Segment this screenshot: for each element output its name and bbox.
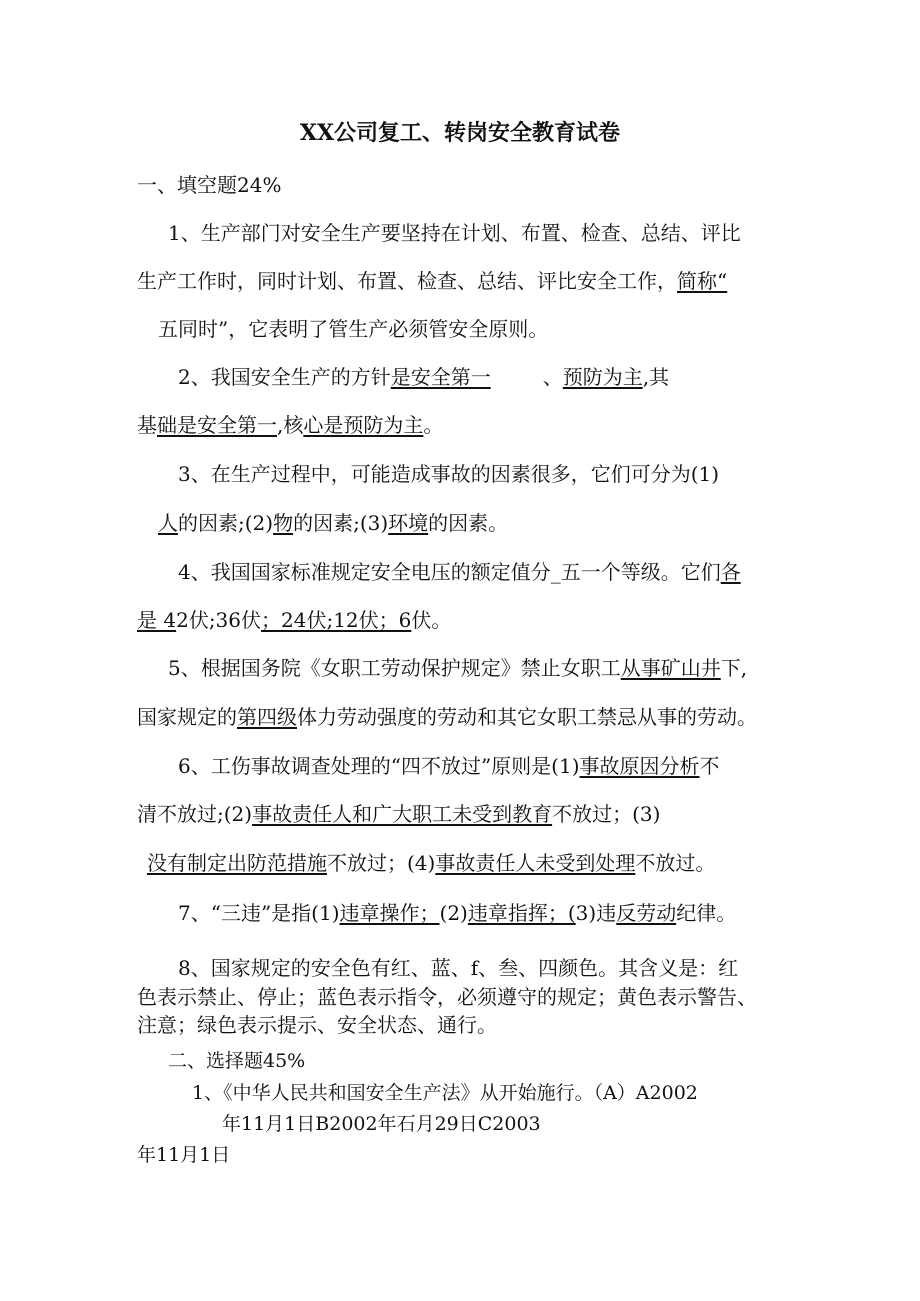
page-title: XX公司复工、转岗安全教育试卷 xyxy=(299,120,621,146)
q2-line-1 xyxy=(178,364,669,390)
q7-answer-3: 反劳动 xyxy=(616,901,677,925)
q6-text-5: 不放过；(4) xyxy=(327,851,436,875)
q5-text-2: 下, xyxy=(720,656,748,680)
q5-answer-1: 从事矿山井 xyxy=(620,656,721,680)
q8-line-2: 色表示禁止、停止；蓝色表示指令，必须遵守的规定；黄色表示警告、 xyxy=(137,985,757,1009)
c1-line-2: 年11月1日B2002年石月29日C2003 xyxy=(222,1113,541,1135)
q4-line-2 xyxy=(137,607,451,633)
section-heading-multiple-choice: 二、选择题45% xyxy=(168,1050,306,1072)
q2-line-2 xyxy=(137,412,443,438)
q4-line-1 xyxy=(178,559,741,585)
q2-sep: 、 xyxy=(542,365,563,389)
c1-line-1: 1、《中华人民共和国安全生产法》从开始施行。（A）A2002 xyxy=(192,1082,698,1104)
q6-line-1 xyxy=(178,753,720,779)
q3-text-2: 的因素;(3) xyxy=(293,511,389,535)
q6-answer-1: 事故原因分析 xyxy=(579,754,700,778)
q6-text-4: 不放过；(3) xyxy=(552,802,661,826)
q7-text-4: 纪律。 xyxy=(676,901,737,925)
q1-text: 生产工作时，同时计划、布置、检查、总结、评比安全工作， xyxy=(137,269,677,293)
q7-line-1 xyxy=(178,900,736,926)
q6-answer-2: 事故责任人和广大职工未受到教育 xyxy=(252,802,553,826)
q1-line-2 xyxy=(137,268,727,294)
q6-text-6: 不放过。 xyxy=(635,851,716,875)
q5-text-4: 体力劳动强度的劳动和其它女职工禁忌从事的劳动。 xyxy=(297,705,757,729)
q3-answer-2: 物 xyxy=(273,511,294,535)
q8-line-1: 8、国家规定的安全色有红、蓝、f、叁、四颜色。其含义是：红 xyxy=(178,956,739,980)
q7-answer-1: 违章操作； xyxy=(339,901,440,925)
q6-text-1: 6、工伤事故调查处理的“四不放过”原则是(1) xyxy=(178,754,580,778)
q3-answer-3: 环境 xyxy=(388,511,429,535)
q5-line-2 xyxy=(137,704,757,730)
q2-text: 2、我国安全生产的方针 xyxy=(178,365,391,389)
q1-line-3: 五同时”，它表明了管生产必须管安全原则。 xyxy=(158,317,549,341)
q3-answer-1: 人 xyxy=(158,511,178,535)
q4-text-3: 伏。 xyxy=(411,608,452,632)
q2-answer-4: 心是预防为主 xyxy=(303,413,424,437)
section-heading-fill-blank: 一、填空题24% xyxy=(137,173,282,197)
q1-answer: 简称“ xyxy=(677,269,728,293)
q4-answer-3: ；24伏;12伏；6 xyxy=(261,608,412,632)
q3-text-1: 的因素;(2) xyxy=(178,511,274,535)
q7-text-1: 7、“三违”是指(1) xyxy=(178,901,340,925)
q6-answer-3: 没有制定出防范措施 xyxy=(147,851,327,875)
q4-text-2: 2伏;36伏 xyxy=(176,608,262,632)
q5-answer-2: 第四级 xyxy=(237,705,297,729)
q3-text-3: 的因素。 xyxy=(428,511,509,535)
q2-text-5: 。 xyxy=(423,413,444,437)
q2-text-4: ,核 xyxy=(277,413,304,437)
q7-text-3: 3)违 xyxy=(575,901,617,925)
q5-text-1: 5、根据国务院《女职工劳动保护规定》禁止女职工 xyxy=(168,656,621,680)
c1-line-3: 年11月1日 xyxy=(137,1144,231,1166)
q3-line-2 xyxy=(158,510,508,536)
q2-answer-2: 预防为主 xyxy=(562,365,643,389)
q5-line-1 xyxy=(168,655,747,681)
q3-line-1: 3、在生产过程中，可能造成事故的因素很多，它们可分为(1) xyxy=(178,462,720,486)
q8-line-3: 注意；绿色表示提示、安全状态、通行。 xyxy=(137,1013,497,1037)
q7-text-2: (2) xyxy=(439,901,468,925)
q2-answer-1: 是安全第一 xyxy=(390,365,491,389)
q2-answer-3: 础是安全第一 xyxy=(157,413,277,437)
q7-answer-2: 违章指挥；( xyxy=(467,901,576,925)
q2-text-2: ,其 xyxy=(642,365,670,389)
q2-text-3: 基 xyxy=(137,413,157,437)
q4-answer-1: 各 xyxy=(720,560,741,584)
q4-text-1: 4、我国国家标准规定安全电压的额定值分_五一个等级。它们 xyxy=(178,560,721,584)
q6-text-3: 清不放过;(2) xyxy=(137,802,253,826)
q4-answer-2: 是 4 xyxy=(137,608,177,632)
q6-answer-4: 事故责任人未受到处理 xyxy=(435,851,636,875)
q6-text-2: 不 xyxy=(699,754,720,778)
q5-text-3: 国家规定的 xyxy=(137,705,237,729)
q6-line-3 xyxy=(147,850,715,876)
q1-line-1: 1、生产部门对安全生产要坚持在计划、布置、检查、总结、评比 xyxy=(168,221,741,245)
q6-line-2 xyxy=(137,801,660,827)
